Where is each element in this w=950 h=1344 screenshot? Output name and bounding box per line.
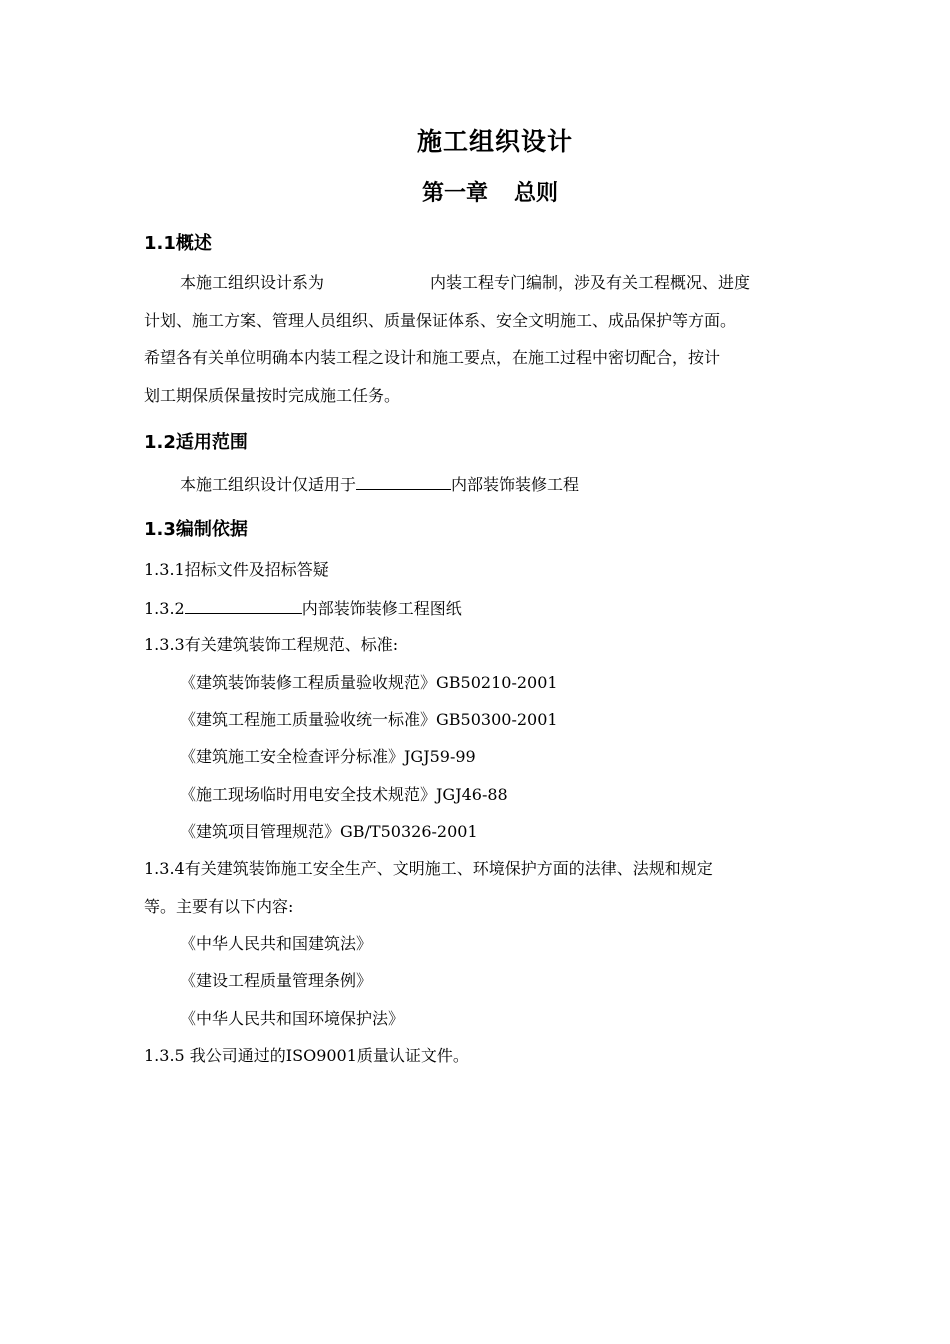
- scope-underline-blank: [356, 473, 451, 490]
- standard-item: 《建筑施工安全检查评分标准》JGJ59-99: [180, 747, 476, 766]
- standard-item: 《建筑工程施工质量验收统一标准》GB50300-2001: [180, 710, 558, 729]
- overview-line-4: 划工期保质保量按时完成施工任务。: [144, 386, 401, 405]
- chapter-number: 第一章: [421, 181, 488, 206]
- law-item: 《中华人民共和国环境保护法》: [180, 1009, 405, 1028]
- basis-item-2-number: 1.3.2: [144, 599, 185, 618]
- overview-line-3: 希望各有关单位明确本内装工程之设计和施工要点，在施工过程中密切配合，按计: [144, 348, 721, 367]
- chapter-title: [0, 176, 950, 207]
- overview-text-b: 内装工程专门编制，涉及有关工程概况、进度: [430, 273, 751, 292]
- document-title: 施工组织设计: [416, 127, 573, 156]
- chapter-name: 总则: [514, 181, 559, 206]
- section-heading-1-3: 1.3编制依据: [144, 519, 248, 540]
- standard-item: 《建筑项目管理规范》GB/T50326-2001: [180, 822, 478, 841]
- section-heading-1-2: 1.2适用范围: [144, 432, 248, 453]
- basis-item-5: 1.3.5 我公司通过的ISO9001质量认证文件。: [144, 1046, 469, 1065]
- overview-text-a: 本施工组织设计系为: [180, 273, 325, 292]
- overview-line-1: [180, 273, 880, 293]
- drawings-underline-blank: [185, 597, 302, 614]
- law-item: 《中华人民共和国建筑法》: [180, 934, 373, 953]
- standard-item: 《建筑装饰装修工程质量验收规范》GB50210-2001: [180, 673, 558, 692]
- scope-text-a: 本施工组织设计仅适用于: [180, 475, 357, 494]
- overview-line-2: 计划、施工方案、管理人员组织、质量保证体系、安全文明施工、成品保护等方面。: [144, 311, 737, 330]
- scope-line: [180, 473, 880, 495]
- basis-item-1: 1.3.1招标文件及招标答疑: [144, 560, 329, 579]
- scope-text-b: 内部装饰装修工程: [451, 475, 580, 494]
- basis-item-2: [144, 597, 844, 619]
- standard-item: 《施工现场临时用电安全技术规范》JGJ46-88: [180, 785, 508, 804]
- basis-item-2-text: 内部装饰装修工程图纸: [301, 599, 462, 618]
- law-item: 《建设工程质量管理条例》: [180, 971, 373, 990]
- basis-item-4-line-1: 1.3.4有关建筑装饰施工安全生产、文明施工、环境保护方面的法律、法规和规定: [144, 859, 713, 878]
- basis-item-4-line-2: 等。主要有以下内容:: [144, 897, 294, 916]
- basis-item-3: 1.3.3有关建筑装饰工程规范、标准:: [144, 635, 399, 654]
- section-heading-1-1: 1.1概述: [144, 233, 212, 254]
